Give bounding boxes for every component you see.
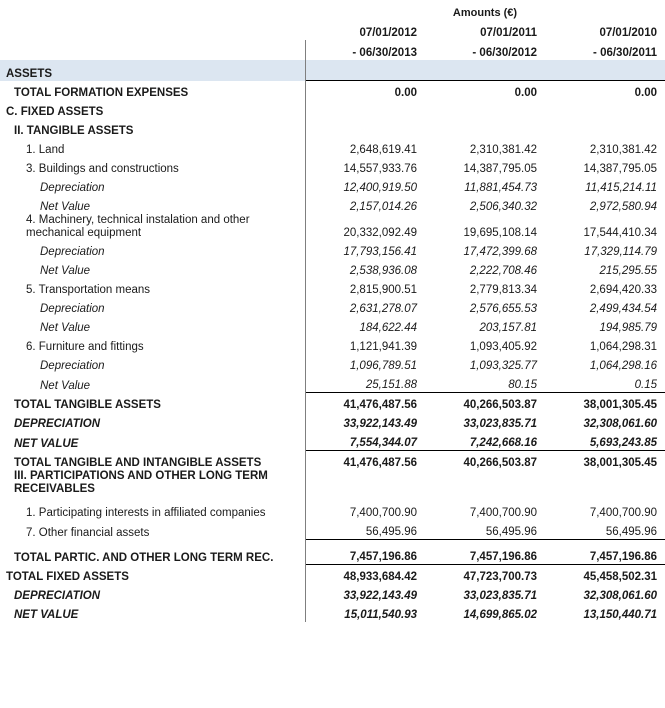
- row-value-col3: [545, 119, 665, 138]
- table-row: [0, 259, 665, 278]
- column-2-period-start: 07/01/2011: [480, 27, 537, 39]
- row-label: III. PARTICIPATIONS AND OTHER LONG TERM RECEIVABLES: [14, 470, 268, 495]
- row-value-col1: 14,557,933.76: [305, 157, 425, 176]
- row-value-col3: 1,064,298.31: [589, 341, 657, 353]
- row-value-col2: 14,387,795.05: [463, 163, 537, 175]
- row-value-col3: 194,985.79: [599, 322, 657, 334]
- header-period-end-row: [0, 40, 665, 60]
- row-value-col2: 2,576,655.53: [469, 303, 537, 315]
- row-label: TOTAL TANGIBLE ASSETS: [14, 399, 161, 411]
- row-value-col2: 2,779,813.34: [469, 284, 537, 296]
- row-value-col3: 1,064,298.16: [589, 360, 657, 372]
- row-value-col3: 45,458,502.31: [545, 565, 665, 585]
- row-value-col3: 13,150,440.71: [583, 609, 657, 621]
- row-value-col1: 2,815,900.51: [305, 278, 425, 297]
- row-value-col3: 0.00: [545, 81, 665, 101]
- table-row: [0, 316, 665, 335]
- assets-band-cell-3: [545, 60, 665, 81]
- row-value-col3: 38,001,305.45: [545, 451, 665, 471]
- row-value-col2: 203,157.81: [479, 322, 537, 334]
- row-label: Net Value: [40, 265, 91, 277]
- column-1-period-end: - 06/30/2013: [305, 40, 425, 60]
- column-2-period-end: - 06/30/2012: [472, 47, 537, 59]
- row-value-col2: [425, 470, 545, 496]
- row-label: 3. Buildings and constructions: [26, 163, 179, 175]
- table-row: [0, 603, 665, 622]
- row-value-col1: 15,011,540.93: [305, 603, 425, 622]
- row-value-col3: 2,310,381.42: [589, 144, 657, 156]
- row-value-col2: 33,023,835.71: [463, 418, 537, 430]
- row-value-col3: 38,001,305.45: [545, 393, 665, 413]
- assets-band-cell-2: [425, 60, 545, 81]
- table-row: [0, 119, 665, 138]
- table-row: [0, 214, 665, 240]
- table-row: [0, 584, 665, 603]
- row-value-col1: 184,622.44: [305, 316, 425, 335]
- table-row: [0, 297, 665, 316]
- row-value-col3: 7,457,196.86: [545, 540, 665, 565]
- header-empty-cell-3: [0, 40, 305, 60]
- row-label: 1. Participating interests in affiliated companies: [26, 507, 266, 519]
- table-row: [0, 431, 665, 451]
- row-label: TOTAL FIXED ASSETS: [6, 571, 129, 583]
- table-row: [0, 81, 665, 101]
- row-value-col2: 0.00: [425, 81, 545, 101]
- row-value-col3: 215,295.55: [599, 265, 657, 277]
- column-1-period-start: 07/01/2012: [359, 27, 417, 39]
- row-value-col2: 7,400,700.90: [469, 507, 537, 519]
- row-value-col1: 7,457,196.86: [305, 540, 425, 565]
- table-row: [0, 540, 665, 565]
- row-value-col1: 1,121,941.39: [305, 335, 425, 354]
- row-value-col2: 80.15: [508, 379, 537, 391]
- row-value-col3: 17,544,410.34: [583, 227, 657, 239]
- row-value-col2: 2,506,340.32: [469, 201, 537, 213]
- row-label: TOTAL TANGIBLE AND INTANGIBLE ASSETS: [14, 457, 262, 469]
- row-value-col3: 2,499,434.54: [589, 303, 657, 315]
- row-value-col2: 33,023,835.71: [463, 590, 537, 602]
- row-value-col1: 41,476,487.56: [305, 393, 425, 413]
- row-label: Net Value: [40, 201, 91, 213]
- row-label: 4. Machinery, technical instalation and other mechanical equipment: [26, 214, 250, 239]
- row-value-col2: 40,266,503.87: [425, 451, 545, 471]
- row-label: C. FIXED ASSETS: [6, 106, 104, 118]
- row-label: Depreciation: [40, 182, 105, 194]
- table-row: [0, 412, 665, 431]
- row-value-col1: 7,400,700.90: [305, 496, 425, 520]
- row-value-col2: 2,222,708.46: [469, 265, 537, 277]
- row-value-col3: 11,415,214.11: [585, 182, 657, 194]
- row-value-col1: 7,554,344.07: [305, 431, 425, 451]
- row-value-col1: 56,495.96: [305, 520, 425, 540]
- table-row: [0, 100, 665, 119]
- row-value-col3: 5,693,243.85: [589, 437, 657, 449]
- column-3-period-end: - 06/30/2011: [593, 47, 657, 59]
- row-value-col3: 0.15: [634, 379, 657, 391]
- row-value-col1: 2,631,278.07: [305, 297, 425, 316]
- row-label: NET VALUE: [14, 609, 79, 621]
- row-value-col1: 0.00: [305, 81, 425, 101]
- row-value-col2: 2,310,381.42: [469, 144, 537, 156]
- row-value-col1: 41,476,487.56: [305, 451, 425, 471]
- row-value-col1: 33,922,143.49: [305, 412, 425, 431]
- table-row: [0, 496, 665, 520]
- row-value-col2: [425, 119, 545, 138]
- row-value-col2: 19,695,108.14: [463, 227, 537, 239]
- row-label: DEPRECIATION: [14, 418, 101, 430]
- row-value-col1: [305, 100, 425, 119]
- table-row: [0, 278, 665, 297]
- row-value-col2: 7,457,196.86: [425, 540, 545, 565]
- table-row: [0, 157, 665, 176]
- header-empty-cell-2: [0, 21, 305, 40]
- table-row: [0, 393, 665, 413]
- row-value-col1: 25,151.88: [305, 373, 425, 393]
- row-value-col1: 17,793,156.41: [305, 240, 425, 259]
- row-value-col3: [545, 100, 665, 119]
- row-value-col1: 20,332,092.49: [305, 214, 425, 240]
- row-value-col1: 2,648,619.41: [305, 138, 425, 157]
- row-value-col2: 1,093,325.77: [469, 360, 537, 372]
- row-value-col3: 32,308,061.60: [583, 418, 657, 430]
- row-value-col3: [545, 470, 665, 496]
- row-value-col2: 7,242,668.16: [469, 437, 537, 449]
- table-row: [0, 138, 665, 157]
- row-value-col1: [305, 470, 425, 496]
- row-value-col3: 2,694,420.33: [589, 284, 657, 296]
- row-value-col2: 56,495.96: [485, 526, 537, 538]
- row-label: II. TANGIBLE ASSETS: [14, 125, 134, 137]
- row-value-col2: 1,093,405.92: [469, 341, 537, 353]
- row-label: Net Value: [40, 379, 91, 392]
- header-empty-cell: [0, 0, 305, 21]
- row-label: Depreciation: [40, 246, 105, 258]
- row-label: 1. Land: [26, 144, 65, 156]
- assets-section-header-row: [0, 60, 665, 81]
- row-value-col2: 14,699,865.02: [463, 609, 537, 621]
- assets-band-cell-1: [305, 60, 425, 81]
- header-amounts-row: [0, 0, 665, 21]
- row-label: DEPRECIATION: [14, 590, 101, 602]
- table-row: [0, 335, 665, 354]
- row-label: TOTAL PARTIC. AND OTHER LONG TERM REC.: [14, 551, 274, 564]
- row-value-col2: 40,266,503.87: [425, 393, 545, 413]
- row-label: 7. Other financial assets: [26, 526, 150, 539]
- row-label: Net Value: [40, 322, 91, 334]
- assets-section-title: ASSETS: [0, 60, 305, 81]
- row-value-col1: 33,922,143.49: [305, 584, 425, 603]
- row-value-col3: 14,387,795.05: [583, 163, 657, 175]
- row-value-col2: [425, 100, 545, 119]
- amounts-label: Amounts (€): [452, 7, 518, 19]
- table-row: [0, 520, 665, 540]
- row-label: 6. Furniture and fittings: [26, 341, 144, 353]
- table-row: [0, 176, 665, 195]
- table-row: [0, 240, 665, 259]
- row-value-col2: 11,881,454.73: [464, 182, 537, 194]
- row-value-col1: 1,096,789.51: [305, 354, 425, 373]
- row-value-col1: 48,933,684.42: [305, 565, 425, 585]
- header-period-start-row: [0, 21, 665, 40]
- table-row: [0, 195, 665, 214]
- table-row: [0, 451, 665, 471]
- row-label: TOTAL FORMATION EXPENSES: [14, 87, 189, 99]
- row-value-col2: 17,472,399.68: [463, 246, 537, 258]
- row-label: 5. Transportation means: [26, 284, 151, 296]
- table-row: [0, 354, 665, 373]
- row-value-col1: [305, 119, 425, 138]
- row-value-col3: 17,329,114.79: [584, 246, 657, 258]
- row-value-col2: 47,723,700.73: [425, 565, 545, 585]
- column-3-period-start: 07/01/2010: [599, 27, 657, 39]
- table-row: [0, 470, 665, 496]
- table-row: [0, 373, 665, 393]
- row-value-col1: 2,538,936.08: [305, 259, 425, 278]
- row-value-col3: 32,308,061.60: [583, 590, 657, 602]
- row-label: NET VALUE: [14, 437, 79, 450]
- row-value-col3: 56,495.96: [605, 526, 657, 538]
- row-value-col1: 12,400,919.50: [305, 176, 425, 195]
- row-value-col3: 2,972,580.94: [589, 201, 657, 213]
- row-label: Depreciation: [40, 303, 105, 315]
- row-value-col1: 2,157,014.26: [305, 195, 425, 214]
- row-value-col3: 7,400,700.90: [589, 507, 657, 519]
- row-label: Depreciation: [40, 360, 105, 372]
- table-row: [0, 565, 665, 585]
